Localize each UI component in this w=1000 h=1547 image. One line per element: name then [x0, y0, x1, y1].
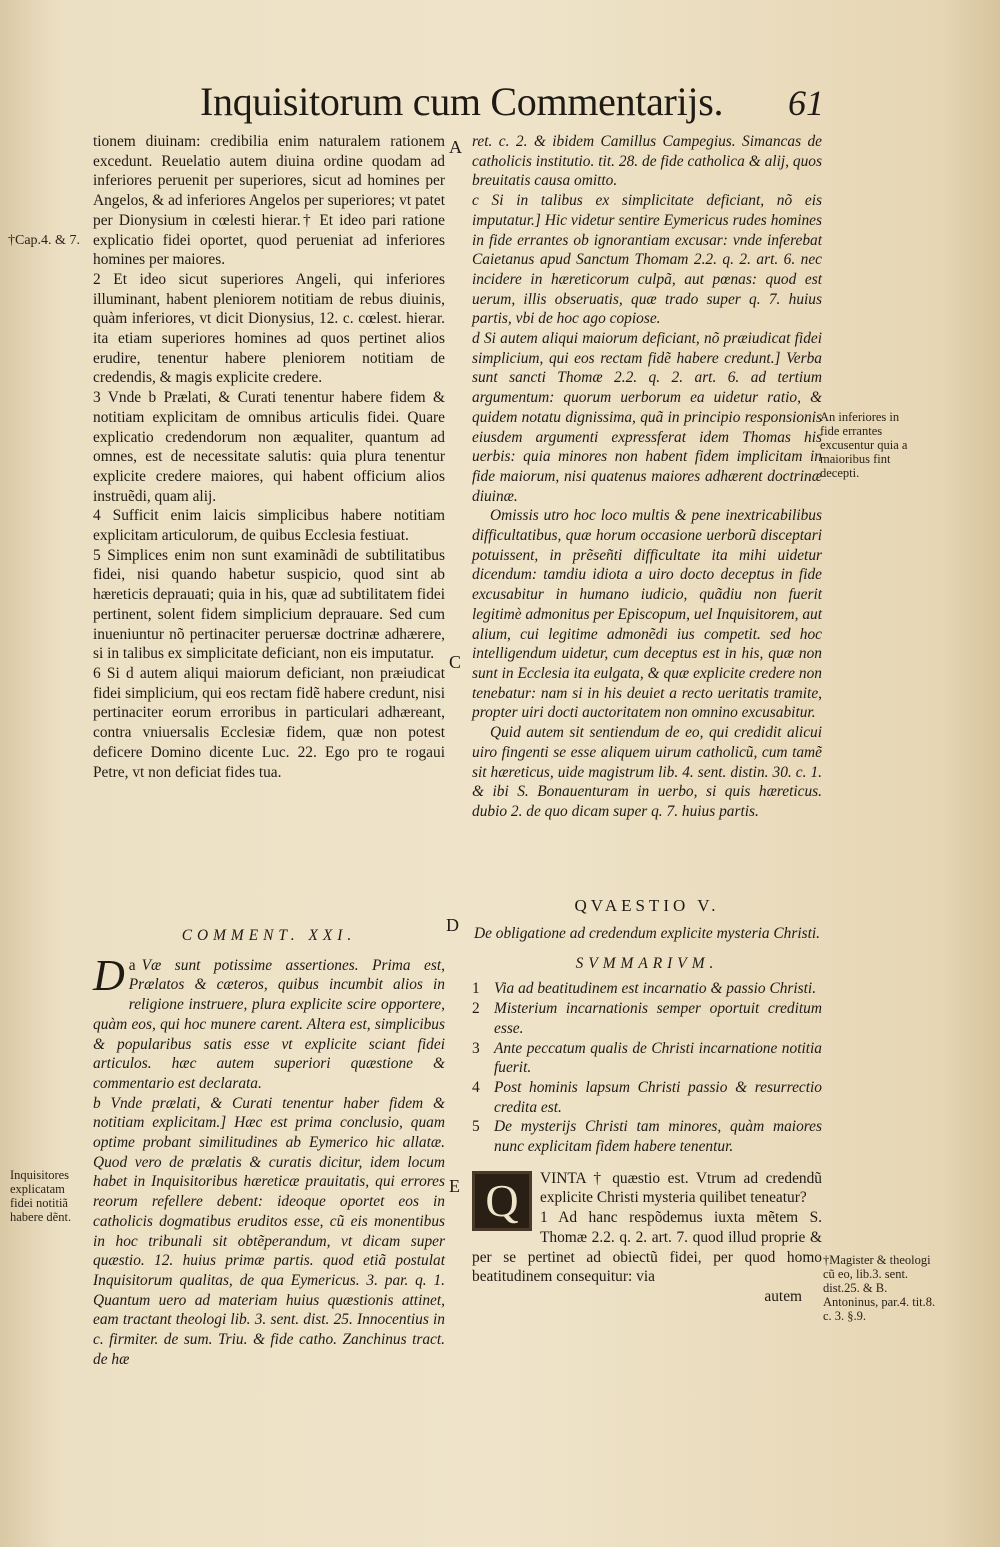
commentary-paragraph-a [93, 950, 445, 1094]
right-margin-note-1: An inferiores in fide errantes excusentur quia a maioribus fint decepti. [820, 410, 908, 480]
right-margin-note-2: †Magister & theologi cũ eo, lib.3. sent. dist.25. & B. Antoninus, par.4. tit.8. c. 3. §.9. [823, 1253, 936, 1323]
paragraph: Quid autem sit sentiendum de eo, qui credidit alicui uiro fingenti se esse aliquem uirum catholicũ, cum tamẽ sit hæreticus, uide magistrum lib. 4. sent. distin. 30. c. 1. & ibi S. Bonauenturam in uerbo, si quis hæreticus. dubio 2. de quo dicam super q. 7. huius partis. [472, 724, 822, 820]
catchword: autem [764, 1287, 802, 1305]
paragraph: c Si in talibus ex simplicitate deficiant, nõ eis imputatur.] Hic videtur sentire Eymericus rudes homines in fide errantes ob ignorantiam excusar: vnde inferebat Caietanus apud Sanctum Thomam 2.2. q. 2. art. 6. nec incidere in hæreticorum culpã, aut pœnas: quod est uerum, illis obseruatis, quæ trado super q. 7. huius partis, vbi de hoc ago copiose. [472, 192, 822, 328]
summary-list [472, 979, 822, 1156]
summary-item: 3 Ante peccatum qualis de Christi incarnatione notitia fuerit. [472, 1039, 822, 1077]
decorated-initial: Q [472, 1171, 532, 1231]
running-title: Inquisitorum cum Commentarijs. [200, 79, 724, 124]
summary-title: SVMMARIVM. [575, 954, 719, 972]
question-title: QVAESTIO V. [574, 896, 720, 915]
paragraph: d Si autem aliqui maiorum deficiant, nõ præiudicat fidei simplicium, qui eos rectam fidẽ habere credunt.] Verba sunt sancti Thomæ 2.2. q. 2. art. 6. ad tertium argumentum: quorum uerborum ea uidetur ratio, & quidem notatu dignissima, quã in principio responsionis eiusdem argumenti expressferat idem Thomas his uerbis: quia minores non habent fidem implicitam in fide maiorum, nisi quatenus maiores adhærent doctrinæ diuinæ. [472, 330, 822, 505]
section-letter-d: D [446, 915, 459, 935]
folio-number: 61 [788, 83, 824, 123]
summary-item: 2 Misterium incarnationis semper oportuit creditum esse. [472, 1000, 822, 1037]
commentary-block [93, 926, 445, 1369]
section-letter-a: A [449, 137, 462, 157]
question-answer: 1 Ad hanc respõdemus iuxta mẽtem S. Thomæ 2.2. q. 2. art. 7. quod illud proprie & per se pertinet ad obiectũ fidei, per quod homo beatitudinem consequitur: via [472, 1209, 822, 1286]
summary-item: 5 De mysterijs Christi tam minores, quàm maiores nunc explicitam fidem habere tenentur. [472, 1118, 822, 1156]
summary-item: 1 Via ad beatitudinem est incarnatio & passio Christi. [472, 980, 817, 998]
left-margin-note-1: †Cap.4. & 7. [8, 233, 80, 248]
paragraph: 6 Si d autem aliqui maiorum deficiant, non præiudicat fidei simplicium, qui eos rectam fidẽ habere credunt, nisi pertinaciter eorum erroribus in particulari adhæreant, contra vniuersalis Ecclesiæ fidem, quæ non potest deficere Domino dicente Luc. 22. Ego pro te rogaui Petre, vt non deficiat fides tua. [93, 664, 445, 781]
paragraph: Omissis utro hoc loco multis & pene inextricabilibus difficultatibus, quæ horum occasione uerborũ disceptari potuissent, in prẽseñti difficultate ita mihi uidetur dicendum: tamdiu idiota a uiro docto deceptus in fide excusabitur in humano iudicio, quãdiu non fuerit legitimè admonitus per Episcopum, uel Inquisitorem, aut alium, cui legitime admonẽdi ius competit. sed hoc intelligendum uidetur, cum deceptus est in his, quæ non sunt in Ecclesia ita eulgata, & quæ explicite credere non tenebatur: nam si in his deuiet a recto ueritatis tramite, propter uiri docti auctoritatem non omnino excusabitur. [472, 507, 822, 722]
paragraph: 2 Et ideo sicut superiores Angeli, qui inferiores illuminant, habent pleniorem notitiam de rebus diuinis, quàm inferiores, vt dicit Dionysius, 12. c. cœlest. hierar. ita etiam superiores homines ad quos pertinet alios erudire, tenentur habere pleniorem notitiam de credendis, & magis explicite credere. [93, 270, 445, 387]
question-block [472, 890, 822, 1307]
paragraph: tionem diuinam: credibilia enim naturalem rationem excedunt. Reuelatio autem diuina ordine quodam ad inferiores peruenit per superiores, sicut ad homines per Angelos, & ad inferiores Angelos per superiores; vt patet per Dionysium in cœlesti hierar.† Et ideo pari ratione explicatio fidei oportet, quod perueniat ad inferiores homines per maiores. [93, 133, 445, 269]
commentary-column-right [472, 132, 822, 822]
main-text-column [93, 132, 445, 782]
note-letter: a [128, 956, 136, 974]
left-margin-note-2: Inquisitores explicatam fidei notitiã habere dẽnt. [10, 1168, 72, 1224]
question-body [472, 1169, 822, 1307]
paragraph: 4 Sufficit enim laicis simplicibus habere notitiam explicitam articulorum, de quibus Ecclesia festiuat. [93, 507, 445, 545]
initial-letter: D [93, 950, 125, 1000]
commentary-title: COMMENT. XXI. [181, 927, 357, 944]
section-letter-c: C [449, 652, 462, 672]
question-subtitle: De obligatione ad credendum explicite mysteria Christi. [473, 924, 821, 942]
paragraph: ret. c. 2. & ibidem Camillus Campegius. Simancas de catholicis institutio. tit. 28. de fide catholica & alij, quos breuitatis causa omitto. [472, 133, 822, 190]
commentary-paragraph-b: b Vnde prælati, & Curati tenentur haber fidem & notitiam explicitam.] Hæc est prima conclusio, quam optime probant similitudines ab Eymerico hic allatæ. Quod vero de prælatis & curatis dicitur, idem locum habet in Inquisitoribus hæreticæ prauitatis, qui errores reorum refellere debent: ideoque oportet eos in catholicis dogmatibus eruditos esse, cũ eis monentibus in hoc tribunali sit obtẽperandum, vt dicam super quæstio. 12. huius primæ partis. quod etiã postulat Inquisitorum qualitas, de qua Eymericus. 3. par. q. 1. Quantum uero ad materiam huius quæstionis attinet, eam tractant theologi lib. 3. sent. dist. 25. Innocentius in c. firmiter. de sum. Triu. & fide catho. Zanchinus tract. de hæ [93, 1094, 445, 1368]
paragraph: 5 Simplices enim non sunt examinãdi de subtilitatibus fidei, nisi quando habetur suspicio, quod sint ab hæreticis deprauati; quia in his, quæ ad subtilitatem fidei pertinent, solent fidem simplicium deprauare. Sed cum inueniuntur nõ pertinaciter peruersæ doctrinæ adhærere, si in talibus ex simplicitate deficiant, non eis imputatur. [93, 546, 445, 663]
paragraph: 3 Vnde b Prælati, & Curati tenentur habere fidem & notitiam explicitam de omnibus articulis fidei. Quare explicatio credendorum non æqualiter, quantum ad omnes, est de necessitate salutis: quia plura tenentur explicite credere maiores, qui habent officium alios instruẽdi, quam alij. [93, 389, 445, 505]
summary-item: 4 Post hominis lapsum Christi passio & resurrectio credita est. [472, 1078, 822, 1116]
commentary-text: Væ sunt potissime assertiones. Prima est, Prælatos & cæteros, quibus incumbit alios in religione instruere, plura explicite scire opportere, quàm eos, qui hoc munere carent. Altera est, simplicibus & popularibus satis esse vt explicite sciant fidei articulos. hæc autem superiori quæstione & commentario est declarata. [93, 956, 445, 1092]
question-opening: VINTA † quæstio est. Vtrum ad credendũ explicite Christi mysteria quilibet teneatur? [540, 1169, 822, 1207]
section-letter-e: E [449, 1176, 460, 1196]
